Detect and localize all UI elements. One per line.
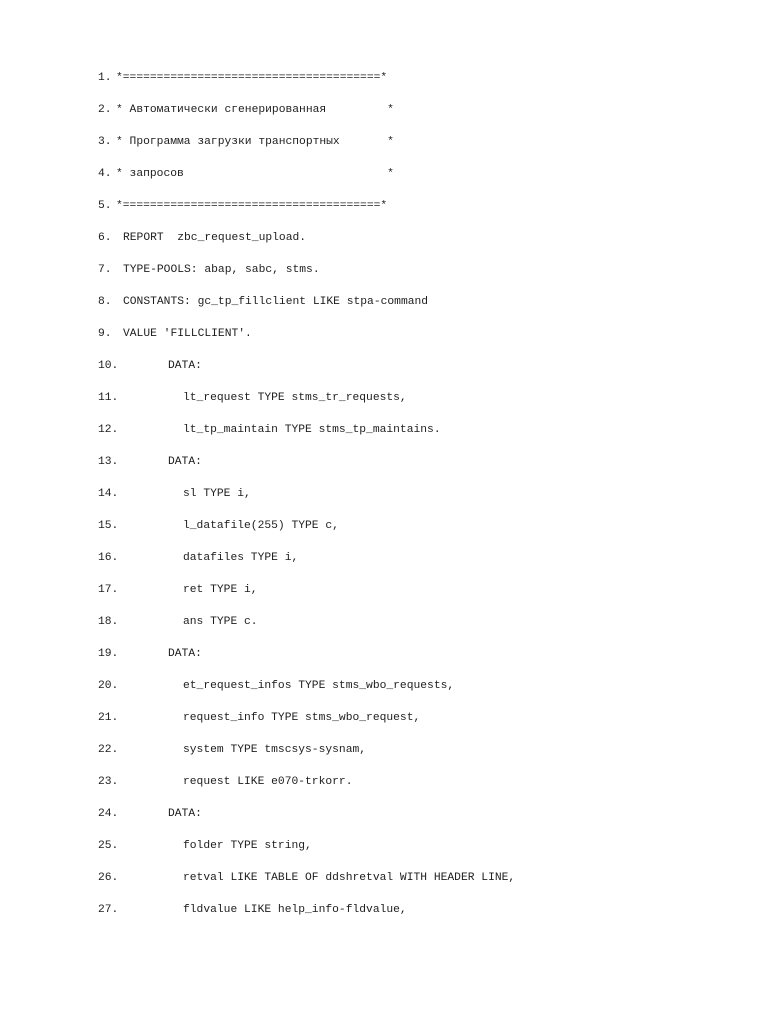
code-line	[98, 134, 738, 166]
line-number: 21.	[98, 712, 119, 724]
code-line	[98, 358, 738, 390]
line-number: 23.	[98, 776, 119, 788]
line-number: 12.	[98, 424, 119, 436]
line-text: DATA:	[168, 456, 202, 468]
line-number: 15.	[98, 520, 119, 532]
line-text: et_request_infos TYPE stms_wbo_requests,	[183, 680, 455, 692]
code-line	[98, 518, 738, 550]
code-line	[98, 486, 738, 518]
line-number: 19.	[98, 648, 119, 660]
line-text: ans TYPE c.	[183, 616, 258, 628]
line-number: 3.	[98, 136, 112, 148]
line-text: DATA:	[168, 360, 202, 372]
line-number: 9.	[98, 328, 112, 340]
line-text: system TYPE tmscsys-sysnam,	[183, 744, 367, 756]
line-number: 11.	[98, 392, 119, 404]
line-text: retval LIKE TABLE OF ddshretval WITH HEADER LINE,	[183, 872, 516, 884]
code-line	[98, 550, 738, 582]
line-number: 10.	[98, 360, 119, 372]
line-number: 7.	[98, 264, 112, 276]
code-line	[98, 390, 738, 422]
line-number: 13.	[98, 456, 119, 468]
line-text: * запросов *	[116, 168, 394, 180]
line-text: DATA:	[168, 808, 202, 820]
line-number: 18.	[98, 616, 119, 628]
line-text: datafiles TYPE i,	[183, 552, 299, 564]
line-number: 20.	[98, 680, 119, 692]
code-line	[98, 774, 738, 806]
line-text: REPORT zbc_request_upload.	[123, 232, 307, 244]
line-text: * Программа загрузки транспортных *	[116, 136, 394, 148]
code-line	[98, 678, 738, 710]
line-number: 16.	[98, 552, 119, 564]
code-line	[98, 646, 738, 678]
line-number: 17.	[98, 584, 119, 596]
line-text: lt_request TYPE stms_tr_requests,	[183, 392, 407, 404]
code-line	[98, 326, 738, 358]
code-listing	[98, 70, 738, 934]
line-text: request LIKE e070-trkorr.	[183, 776, 353, 788]
code-line	[98, 166, 738, 198]
line-number: 22.	[98, 744, 119, 756]
line-text: CONSTANTS: gc_tp_fillclient LIKE stpa-command	[123, 296, 429, 308]
code-line	[98, 102, 738, 134]
line-text: DATA:	[168, 648, 202, 660]
line-text: TYPE-POOLS: abap, sabc, stms.	[123, 264, 320, 276]
line-text: sl TYPE i,	[183, 488, 251, 500]
line-number: 1.	[98, 72, 112, 84]
line-number: 5.	[98, 200, 112, 212]
code-line	[98, 806, 738, 838]
code-line	[98, 742, 738, 774]
code-line	[98, 422, 738, 454]
code-line	[98, 70, 738, 102]
line-number: 27.	[98, 904, 119, 916]
code-line	[98, 710, 738, 742]
code-line	[98, 262, 738, 294]
line-text: * Автоматически сгенерированная *	[116, 104, 394, 116]
line-text: lt_tp_maintain TYPE stms_tp_maintains.	[183, 424, 441, 436]
code-line	[98, 230, 738, 262]
line-text: *======================================*	[116, 200, 388, 212]
code-line	[98, 838, 738, 870]
code-line	[98, 902, 738, 934]
line-text: ret TYPE i,	[183, 584, 258, 596]
line-text: request_info TYPE stms_wbo_request,	[183, 712, 421, 724]
line-text: folder TYPE string,	[183, 840, 312, 852]
code-line	[98, 870, 738, 902]
line-text: fldvalue LIKE help_info-fldvalue,	[183, 904, 407, 916]
line-text: VALUE 'FILLCLIENT'.	[123, 328, 252, 340]
code-line	[98, 294, 738, 326]
code-line	[98, 582, 738, 614]
line-number: 8.	[98, 296, 112, 308]
line-number: 6.	[98, 232, 112, 244]
line-number: 14.	[98, 488, 119, 500]
line-number: 2.	[98, 104, 112, 116]
line-text: l_datafile(255) TYPE c,	[183, 520, 339, 532]
line-number: 24.	[98, 808, 119, 820]
line-text: *======================================*	[116, 72, 388, 84]
code-line	[98, 614, 738, 646]
code-line	[98, 454, 738, 486]
code-line	[98, 198, 738, 230]
line-number: 4.	[98, 168, 112, 180]
line-number: 25.	[98, 840, 119, 852]
line-number: 26.	[98, 872, 119, 884]
